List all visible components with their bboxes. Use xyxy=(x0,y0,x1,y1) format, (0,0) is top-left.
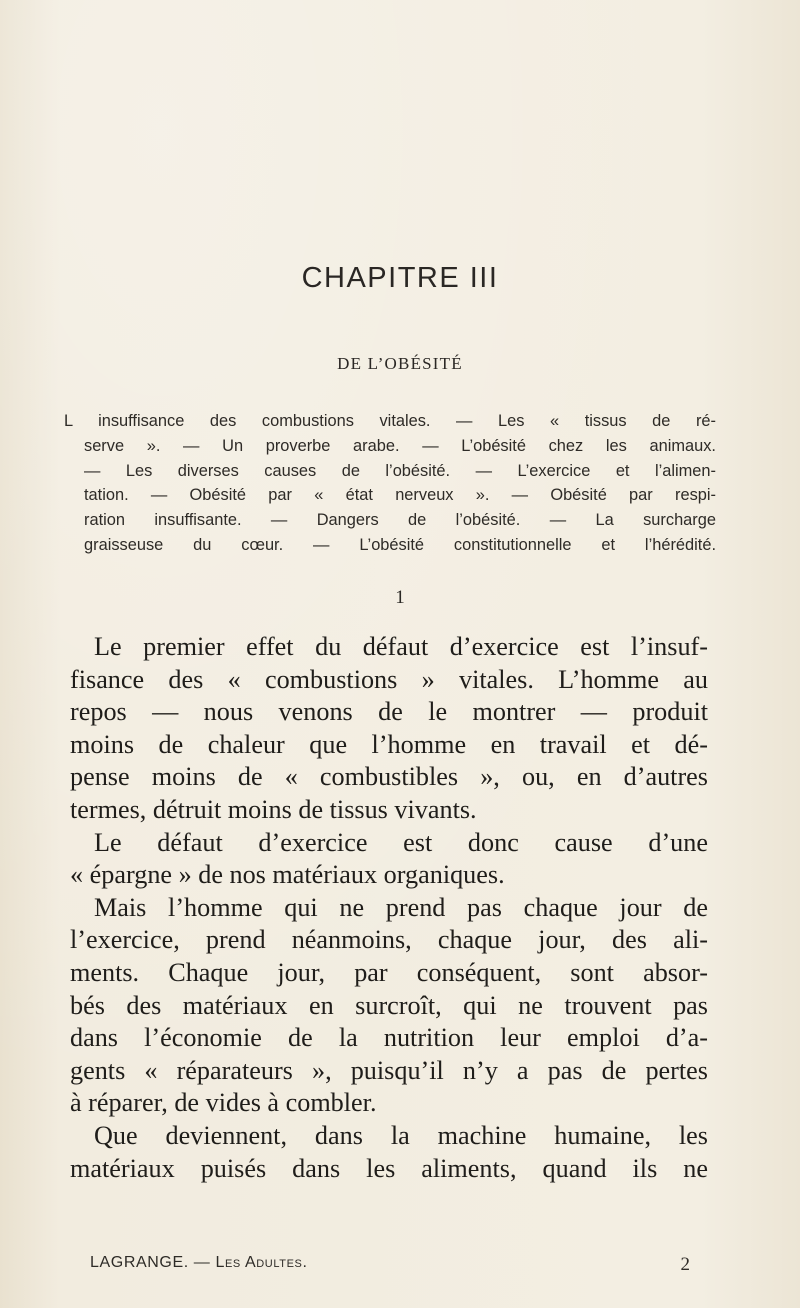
body-line: « épargne » de nos matériaux organiques. xyxy=(70,860,505,890)
page-footer xyxy=(90,1254,690,1275)
chapter-subtitle: DE L’OBÉSITÉ xyxy=(337,354,463,373)
summary-line: serve ». — Un proverbe arabe. — L’obésité chez les animaux. xyxy=(84,436,716,455)
body-line: termes, détruit moins de tissus vivants. xyxy=(70,794,477,824)
body-line: repos — nous venons de le montrer — produit xyxy=(70,697,708,727)
chapter-title: CHAPITRE III xyxy=(301,262,499,294)
body-line: dans l’économie de la nutrition leur emploi d’a- xyxy=(70,1023,708,1053)
summary-line: tation. — Obésité par « état nerveux ». — Obésité par respi- xyxy=(84,486,716,505)
summary-line: ration insuffisante. — Dangers de l’obésité. — La surcharge xyxy=(84,511,716,530)
chapter-summary xyxy=(64,409,716,558)
body-line: moins de chaleur que l’homme en travail et dé- xyxy=(70,729,708,759)
body-line: Que deviennent, dans la machine humaine, les xyxy=(94,1120,708,1150)
body-line: à réparer, de vides à combler. xyxy=(70,1088,377,1118)
footer-author: LAGRANGE. — Les Adultes. xyxy=(90,1254,308,1271)
body-line: l’exercice, prend néanmoins, chaque jour, des ali- xyxy=(70,925,708,955)
body-line: ments. Chaque jour, par conséquent, sont absor- xyxy=(70,957,708,987)
section-number: 1 xyxy=(395,587,405,608)
signature-mark: 2 xyxy=(680,1254,690,1275)
body-line: Le défaut d’exercice est donc cause d’une xyxy=(94,827,708,857)
summary-line: graisseuse du cœur. — L’obésité constitutionnelle et l’hérédité. xyxy=(84,535,716,554)
body-line: Mais l’homme qui ne prend pas chaque jour de xyxy=(94,892,708,922)
body-line: Le premier effet du défaut d’exercice est l’insuf- xyxy=(94,632,708,661)
body-line: bés des matériaux en surcroît, qui ne trouvent pas xyxy=(70,990,708,1020)
body-line: pense moins de « combustibles », ou, en d’autres xyxy=(70,762,708,792)
body-line: gents « réparateurs », puisqu’il n’y a pas de pertes xyxy=(70,1055,708,1085)
body-line: matériaux puisés dans les aliments, quand ils ne xyxy=(70,1153,708,1183)
summary-line: L insuffisance des combustions vitales. — Les « tissus de ré- xyxy=(64,412,716,430)
body-line: fisance des « combustions » vitales. L’homme au xyxy=(70,664,708,694)
summary-line: — Les diverses causes de l’obésité. — L’exercice et l’alimen- xyxy=(84,461,716,480)
body-text xyxy=(70,631,708,1185)
